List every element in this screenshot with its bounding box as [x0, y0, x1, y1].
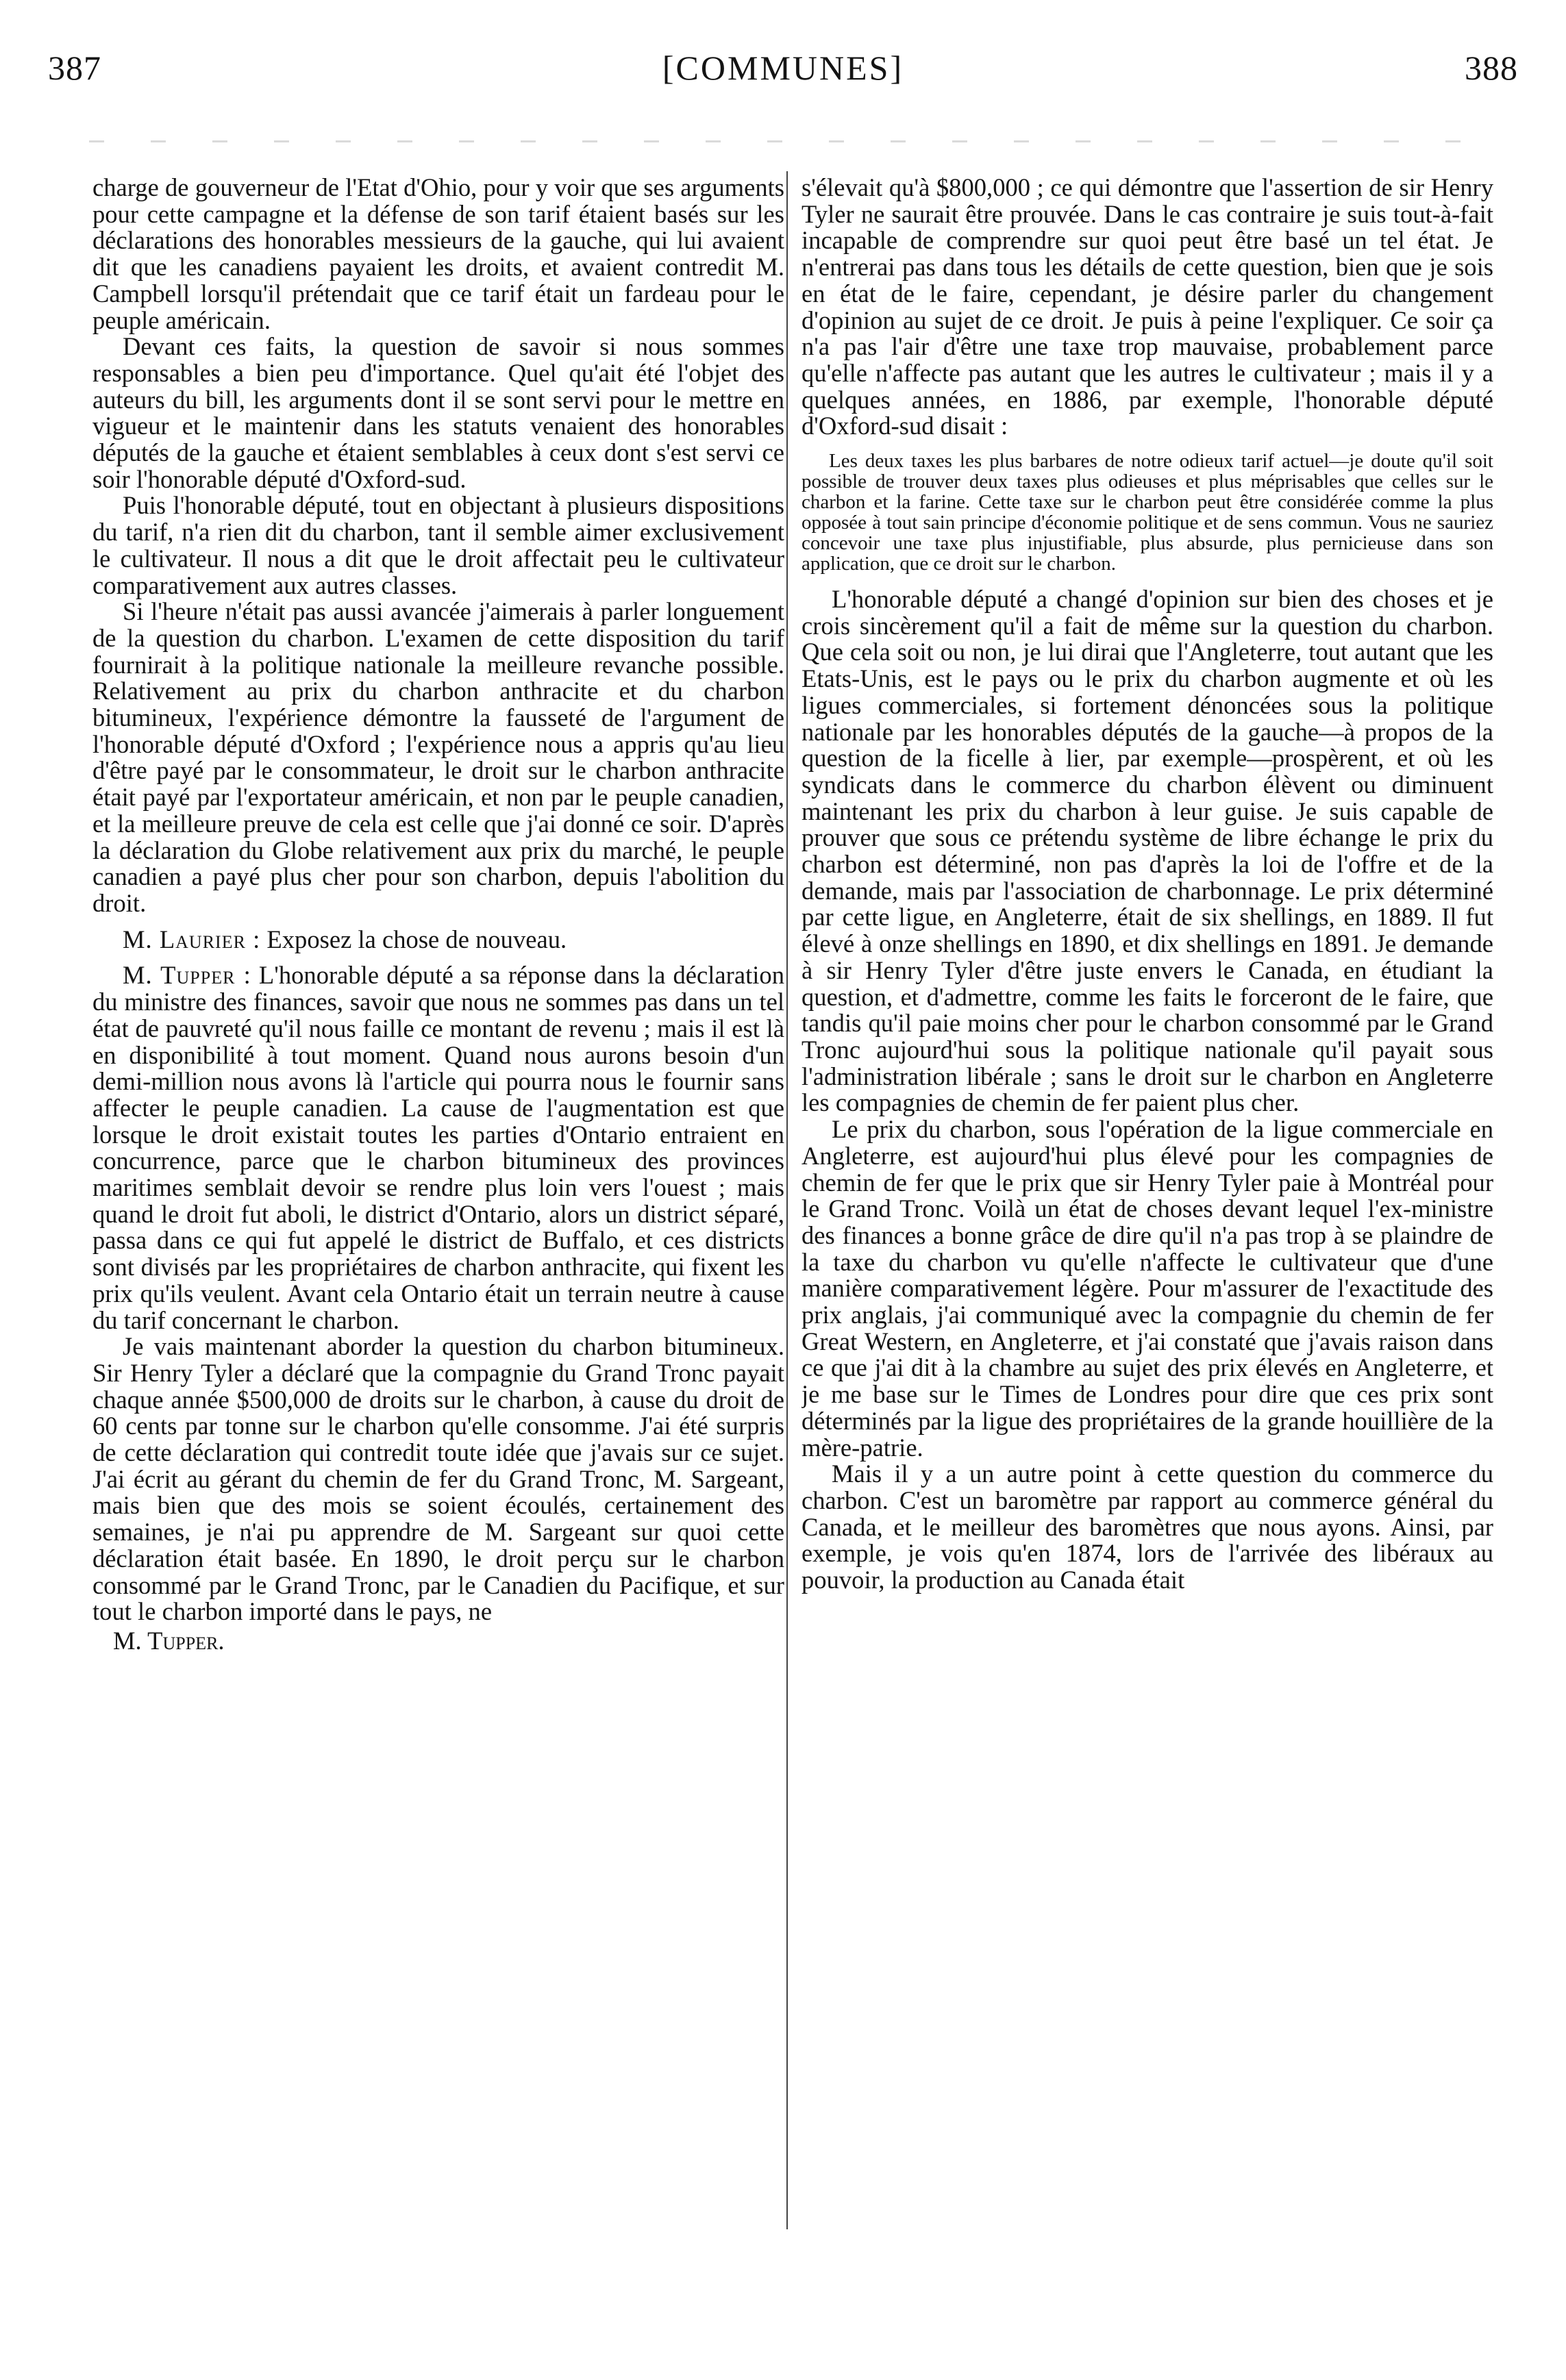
speech-text: L'honorable député a sa réponse dans la déclaration du ministre des finances, savoir que nous ne sommes pas dans un tel état de pauvreté qu'il nous faille ce montant de revenu ; mais il est là en disponibilité à tout moment. Quand nous aurons besoin d'un demi-million nous avons là l'article qui pourra nous le fournir sans affecter le peuple canadien. La cause de l'augmentation est que lorsque le droit existait toutes les parties d'Ontario entraient en concurrence, parce que le charbon bitumineux des provinces maritimes semblait devoir se rendre plus loin vers l'ouest ; mais quand le droit fut aboli, le district d'Ontario, alors un district séparé, passa dans ce qui fut appelé le district de Buffalo, et ces districts sont divisés par les propriétaires de charbon anthracite, qui fixent les prix qu'ils veulent. Avant cela Ontario était un terrain neutre à cause du tarif concernant le charbon.: [92, 961, 784, 1334]
paragraph: Je vais maintenant aborder la question du charbon bitumineux. Sir Henry Tyler a déclaré que la compagnie du Grand Tronc payait chaque année $500,000 de droits sur le charbon, à cause du droit de 60 cents par tonne sur le charbon qu'elle consomme. J'ai été surpris de cette déclaration qui contredit toute idée que j'avais sur ce sujet. J'ai écrit au gérant du chemin de fer du Grand Tronc, M. Sargeant, mais bien que des mois se soient écoulés, certainement des semaines, je n'ai pu apprendre de M. Sargeant sur quoi cette déclaration était basée. En 1890, le droit perçu sur le charbon consommé par le Grand Tronc, par le Canadien du Pacifique, et sur tout le charbon importé dans le pays, ne: [92, 1332, 784, 1626]
speech-text: Exposez la chose de nouveau.: [266, 925, 567, 953]
page-header: [48, 48, 1518, 103]
speech-laurier: [92, 927, 784, 953]
paragraph: Devant ces faits, la question de savoir si nous sommes responsables a bien peu d'importance. Quel qu'ait été l'objet des auteurs du bill, les arguments dont il se sont servi pour le mettre en vigueur et le maintenir dans les statuts venaient des honorables députés de la gauche et étaient semblables à ceux dont s'est servi ce soir l'honorable député d'Oxford-sud.: [92, 332, 784, 493]
running-title: [COMMUNES]: [662, 49, 904, 87]
paragraph: Si l'heure n'était pas aussi avancée j'aimerais à parler longuement de la question du charbon. L'examen de cette disposition du tarif fournirait à la politique nationale la meilleure revanche possible. Relativement au prix du charbon anthracite et du charbon bitumineux, l'expérience démontre la fausseté de l'argument de l'honorable député d'Oxford ; l'expérience nous a appris qu'au lieu d'être payé par le consommateur, le droit sur le charbon anthracite était payé par l'exportateur américain, et non par le peuple canadien, et la meilleure preuve de cela est celle que j'ai donné ce soir. D'après la déclaration du Globe relativement aux prix du marché, le peuple canadien a payé plus cher pour son charbon, depuis l'abolition du droit.: [92, 597, 784, 917]
speaker-name: M. Laurier :: [123, 925, 261, 953]
page-signature: M. Tupper.: [113, 1626, 225, 1655]
speech-tupper: [92, 962, 784, 1333]
page-number-left: 387: [48, 49, 101, 87]
paragraph: charge de gouverneur de l'Etat d'Ohio, pour y voir que ses arguments pour cette campagne et la défense de son tarif étaient basés sur les déclarations des honorables messieurs de la gauche, qui lui avaient dit que les canadiens payaient les droits, et avaient contredit M. Campbell lorsqu'il prétendait que ce tarif était un fardeau pour le peuple américain.: [92, 175, 784, 334]
right-column: [801, 175, 1493, 2277]
page-number-right: 388: [1465, 49, 1518, 87]
paragraph: s'élevait qu'à $800,000 ; ce qui démontre que l'assertion de sir Henry Tyler ne saurait être prouvée. Dans le cas contraire je suis tout-à-fait incapable de comprendre sur quoi peut être basé un tel état. Je n'entrerai pas dans tous les détails de cette question, bien que je sois en état de le faire, cependant, je désire parler du changement d'opinion au sujet de ce droit. Je puis à peine l'expliquer. Ce soir ça n'a pas l'air d'être une taxe trop mauvaise, probablement parce qu'elle n'affecte pas autant que les autres le cultivateur ; mais il y a quelques années, en 1886, par exemple, l'honorable député d'Oxford-sud disait :: [801, 175, 1493, 440]
column-divider: [786, 171, 788, 2229]
left-column: [92, 175, 784, 2277]
header-bleed-through: [89, 140, 1477, 142]
paragraph: Puis l'honorable député, tout en objectant à plusieurs dispositions du tarif, n'a rien dit du charbon, tant il semble aimer exclusivement le cultivateur. Il nous a dit que le droit affectait peu le cultivateur comparativement aux autres classes.: [92, 491, 784, 599]
block-quote: Les deux taxes les plus barbares de notre odieux tarif actuel—je doute qu'il soit possible de trouver deux taxes plus odieuses et plus méprisables que celles sur le charbon et la farine. Cette taxe sur le charbon peut être considérée comme la plus opposée à tout sain principe d'économie politique et de sens commun. Vous ne sauriez concevoir une taxe plus injustifiable, plus absurde, plus pernicieuse dans son application, que ce droit sur le charbon.: [801, 450, 1493, 575]
paragraph: Mais il y a un autre point à cette question du commerce du charbon. C'est un baromètre par rapport au commerce général du Canada, et le meilleur des baromètres que nous ayons. Ainsi, par exemple, je vois qu'en 1874, lors de l'arrivée des libéraux au pouvoir, la production au Canada était: [801, 1460, 1493, 1594]
paragraph: L'honorable député a changé d'opinion sur bien des choses et je crois sincèrement qu'il a fait de même sur la question du charbon. Que cela soit ou non, je lui dirai que l'Angleterre, tout autant que les Etats-Unis, est le pays ou le prix du charbon augmente et où les ligues commerciales, si fortement dénoncées sous la politique nationale par les honorables députés de la gauche—à propos de la question de la ficelle à lier, par exemple—prospèrent, et où les syndicats dans le commerce du charbon élèvent ou diminuent maintenant les prix du charbon à leur guise. Je suis capable de prouver que sous ce prétendu système de libre échange le prix du charbon est déterminé, non pas d'après la loi de l'offre et de la demande, mais par l'association de charbonnage. Le prix déterminé par cette ligue, en Angleterre, était de six shellings, en 1889. Il fut élevé à onze shellings en 1890, et dix shellings en 1891. Je demande à sir Henry Tyler d'être juste envers le Canada, en étudiant la question, et d'admettre, comme les faits le forceront de le faire, que tandis qu'il paie moins cher pour le charbon consommé par le Grand Tronc aujourd'hui sous la politique nationale qu'il payait sous l'administration libérale ; sans le droit sur le charbon en Angleterre les compagnies de chemin de fer paient plus cher.: [801, 585, 1493, 1117]
paragraph: Le prix du charbon, sous l'opération de la ligue commerciale en Angleterre, est aujourd'hui plus élevé pour les compagnies de chemin de fer que le prix que sir Henry Tyler paie à Montréal pour le Grand Tronc. Voilà un état de choses devant lequel l'ex-ministre des finances a bonne grâce de dire qu'il n'a pas trop à se plaindre de la taxe du charbon vu qu'elle n'affecte le cultivateur que d'une manière comparativement légère. Pour m'assurer de l'exactitude des prix anglais, j'ai communiqué avec la compagnie du chemin de fer Great Western, en Angleterre, et j'ai constaté que j'avais raison dans ce que j'ai dit à la chambre au sujet des prix élevés en Angleterre, et je me base sur le Times de Londres pour dire que ces prix sont déterminés par la ligue des propriétaires de la grande houillière de la mère-patrie.: [801, 1115, 1493, 1462]
speaker-name: M. Tupper :: [123, 961, 251, 990]
